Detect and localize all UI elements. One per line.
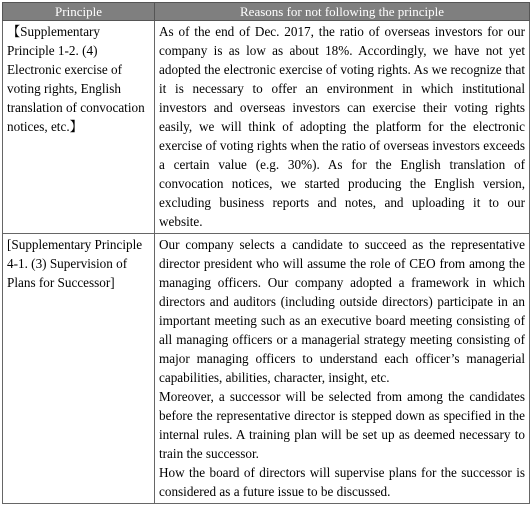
table-header-row bbox=[3, 3, 530, 21]
reason-paragraph: How the board of directors will supervise plans for the successor is considered as a future issue to be discussed. bbox=[159, 465, 525, 499]
principle-cell-1-2-4: 【Supplementary Principle 1-2. (4) Electronic exercise of voting rights, English translation of convocation notices, etc.】 bbox=[3, 21, 155, 234]
header-reasons: Reasons for not following the principle bbox=[155, 3, 530, 21]
reason-cell-4-1-3 bbox=[155, 234, 530, 504]
reason-paragraph: As of the end of Dec. 2017, the ratio of overseas investors for our company is as low as about 18%. Accordingly, we have not yet adopted the electronic exercise of voting rights. As we recognize that it is necessary to offer an environment in which institutional investors and overseas investors can exercise their voting rights easily, we will think of adopting the platform for the electronic exercise of voting rights when the ratio of overseas investors exceeds a certain value (e.g. 30%). As for the English translation of convocation notices, we started producing the English version, excluding business reports and notes, and uploading it to our website. bbox=[159, 24, 525, 229]
reason-paragraph: Moreover, a successor will be selected from among the candidates before the representative director is stepped down as specified in the internal rules. A training plan will be set up as deemed necessary to train the successor. bbox=[159, 389, 525, 461]
reason-cell-1-2-4 bbox=[155, 21, 530, 234]
reason-paragraph: Our company selects a candidate to succeed as the representative director president who will assume the role of CEO from among the managing officers. Our company adopted a framework in which directors and auditors (including outside directors) participate in an important meeting such as an executive board meeting consisting of all managing officers or a managerial strategy meeting consisting of major managing officers to understand each officer’s managerial capabilities, abilities, character, insight, etc. bbox=[159, 237, 525, 385]
principles-table bbox=[2, 2, 530, 504]
principle-cell-4-1-3: [Supplementary Principle 4-1. (3) Supervision of Plans for Successor] bbox=[3, 234, 155, 504]
table-row bbox=[3, 21, 530, 234]
header-principle: Principle bbox=[3, 3, 155, 21]
table-row bbox=[3, 234, 530, 504]
